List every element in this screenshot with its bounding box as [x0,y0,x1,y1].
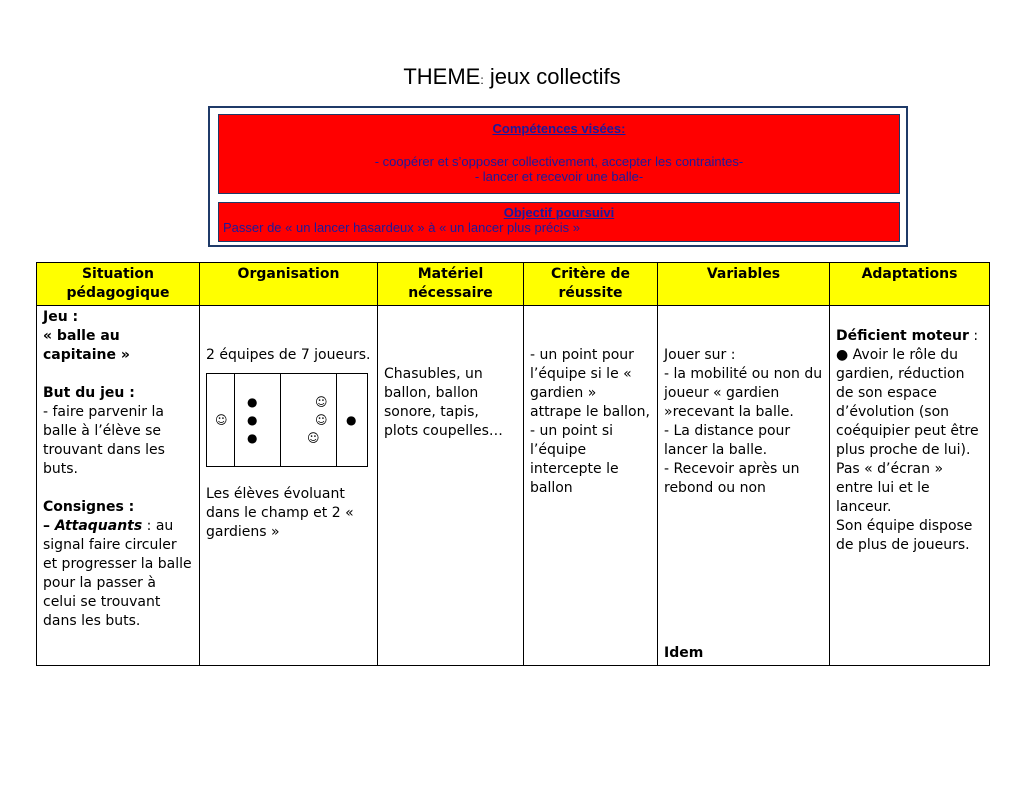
player-smiley-icon: ☺ [215,413,228,427]
but-label: But du jeu : [43,385,135,401]
objectif-line: Passer de « un lancer hasardeux » à « un lancer plus précis » [223,220,580,235]
cell-adaptations [830,306,990,666]
header-situation-text: Situation pédagogique [66,266,170,301]
header-organisation-text: Organisation [237,266,340,282]
header-critere-text: Critère de réussite [551,266,630,301]
jeu-name: « balle au capitaine » [43,328,130,363]
player-smiley-icon: ☺ [315,413,328,427]
header-situation [37,263,200,306]
attaquants-text: : au signal faire circuler et progresser la balle pour la passer à celui se trouvant dans les buts. [43,518,192,629]
lesson-table [36,262,990,666]
variables-idem: Idem [664,645,704,661]
adaptations-text: ● Avoir le rôle du gardien, réduction de son espace d’évolution (son coéquipier peut être plus proche de lui). Pas « d’écran » entre lui et le lanceur. Son équipe dispose de plus de joueurs. [836,347,979,553]
header-adaptations [830,263,990,306]
player-smiley-icon: ☺ [315,395,328,409]
field-diagram [206,373,368,467]
organisation-text-2: Les élèves évoluant dans le champ et 2 « gardiens » [206,486,354,540]
player-dot-icon: ● [247,431,258,445]
organisation-text-1: 2 équipes de 7 joueurs. [206,347,371,363]
header-critere [524,263,658,306]
materiel-text: Chasubles, un ballon, ballon sonore, tapis, plots coupelles… [384,366,503,439]
header-adaptations-text: Adaptations [861,266,958,282]
cell-critere [524,306,658,666]
header-variables-text: Variables [706,266,781,282]
player-smiley-icon: ☺ [307,431,320,445]
goal-zone-left [207,374,235,466]
objectif-box [218,202,900,242]
header-variables [658,263,830,306]
attaquants-dash: – [43,518,55,534]
header-organisation [200,263,378,306]
title-main: THEME [403,64,481,89]
page-title [0,64,1024,90]
objectives-frame [208,106,908,247]
field-zone-2 [281,374,337,466]
adaptations-heading [836,327,983,346]
variables-text: Jouer sur : - la mobilité ou non du joueur « gardien »recevant la balle. - La distance pour lancer la balle. - Recevoir après un rebond ou non [664,347,823,496]
goal-zone-right [337,374,365,466]
competences-heading: Compétences visées: [492,121,626,136]
cell-variables [658,306,830,666]
field-zone-1 [235,374,281,466]
header-materiel-text: Matériel nécessaire [408,266,493,301]
objectif-heading: Objectif poursuivi [503,205,615,220]
competences-box [218,114,900,194]
but-text: - faire parvenir la balle à l’élève se trouvant dans les buts. [43,404,165,477]
critere-text: - un point pour l’équipe si le « gardien » attrape le ballon, - un point si l’équipe intercepte le ballon [530,347,650,496]
adaptations-label: Déficient moteur [836,328,969,344]
adaptations-colon: : [968,328,979,344]
jeu-label: Jeu : [43,309,79,325]
competences-line-2: - lancer et recevoir une balle- [474,169,644,184]
cell-situation [37,306,200,666]
consignes-label: Consignes : [43,499,135,515]
player-dot-icon: ● [247,413,258,427]
player-dot-icon: ● [346,413,357,427]
title-subject: jeux collectifs [489,64,621,89]
header-row [37,263,990,306]
attaquants-label: Attaquants [54,518,143,534]
player-dot-icon: ● [247,395,258,409]
cell-organisation [200,306,378,666]
competences-line-1: - coopérer et s’opposer collectivement, accepter les contraintes- [374,154,744,169]
header-materiel [378,263,524,306]
cell-materiel [378,306,524,666]
content-row [37,306,990,666]
attaquants-paragraph [43,517,193,631]
title-separator: : [480,73,484,87]
